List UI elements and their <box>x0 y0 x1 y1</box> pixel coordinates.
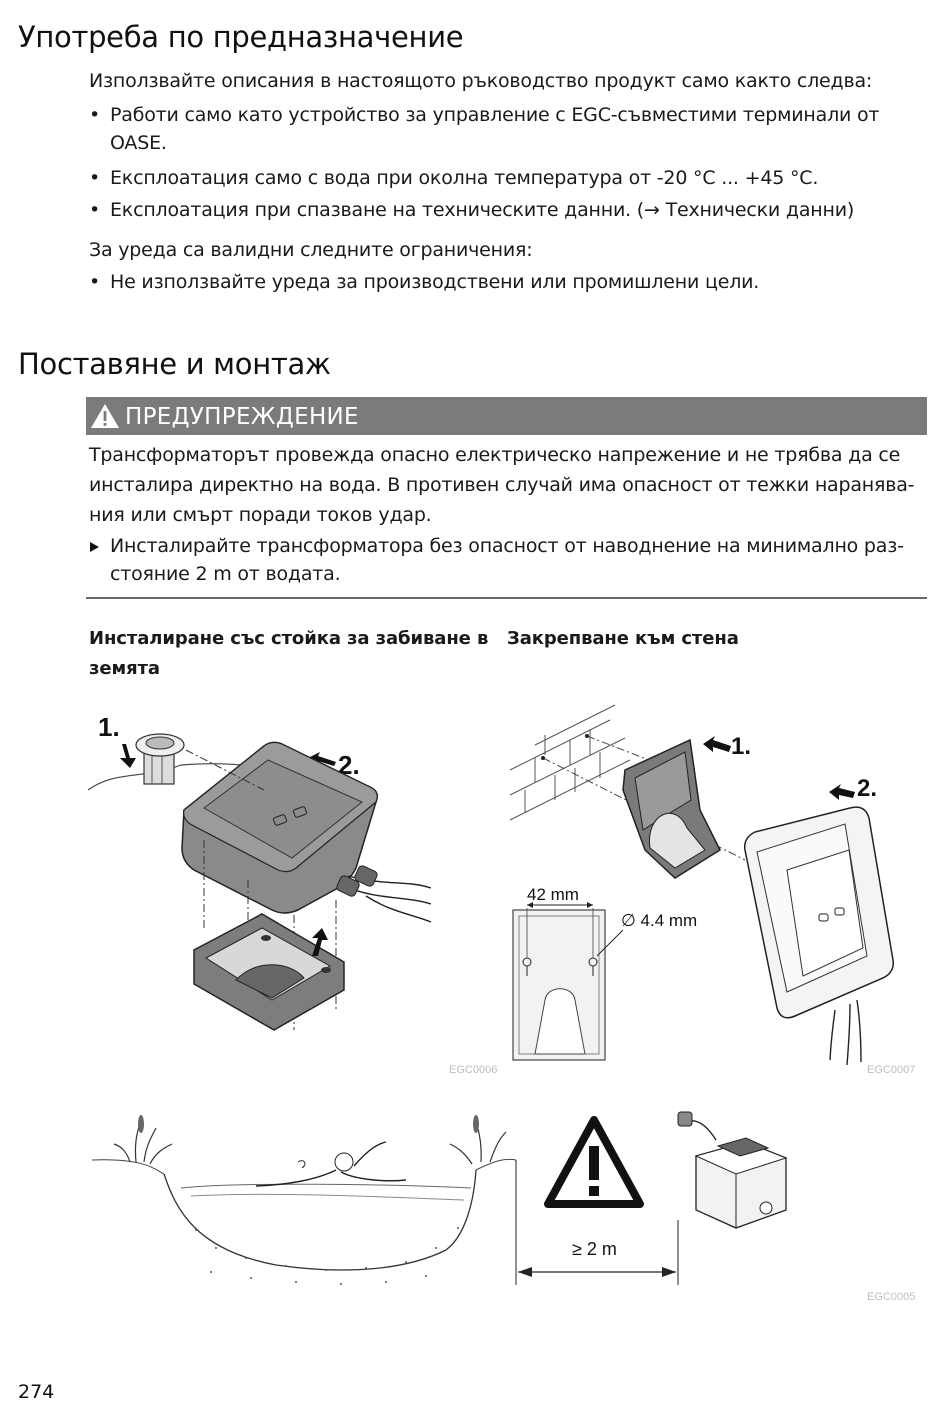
subheading-wall-mount: Закрепване към стена <box>507 628 739 649</box>
list-item: • Не използвайте уреда за производствени или промишлени цели. <box>89 268 919 296</box>
warning-text-line: Трансформаторът провежда опасно електрическо напрежение и не трябва да се <box>89 444 901 466</box>
ground-stake-illustration <box>86 700 516 1080</box>
warning-text-line: инсталира директно на вода. В противен случай има опасност от тежки наранява- <box>89 474 915 496</box>
figure-code: EGC0007 <box>867 1064 916 1076</box>
warning-text-line: ния или смърт поради токов удар. <box>89 504 432 526</box>
arrow-left-icon <box>829 784 855 800</box>
list-item: • Експлоатация при спазване на техническите данни. (→ Технически данни) <box>89 196 919 224</box>
warning-label: ПРЕДУПРЕЖДЕНИЕ <box>125 404 359 430</box>
action-item: Инсталирайте трансформатора без опасност от наводнение на минимално раз- стояние 2 m от водата. <box>89 532 919 588</box>
bullet-icon: • <box>89 167 101 189</box>
step-label: 1. <box>731 733 752 760</box>
arrow-left-icon <box>703 736 731 752</box>
section-title-installation: Поставяне и монтаж <box>18 347 331 381</box>
section-title-intended-use: Употреба по предназначение <box>18 20 464 54</box>
bullet-icon: • <box>89 199 101 221</box>
warning-bar <box>86 397 927 435</box>
section-divider <box>86 597 927 599</box>
arrow-down-icon <box>120 744 136 768</box>
list-item: • Експлоатация само с вода при околна температура от -20 °C ... +45 °C. <box>89 164 919 192</box>
dimension-hole: ∅ 4.4 mm <box>621 911 698 930</box>
list-item: • Работи само като устройство за управление с EGC-съвместими терминали от OASE. <box>89 101 919 157</box>
restrictions-intro: За уреда са валидни следните ограничения: <box>89 239 533 261</box>
page-number: 274 <box>18 1381 55 1403</box>
bullet-icon: • <box>89 271 101 293</box>
bullet-icon: • <box>89 104 101 126</box>
warning-triangle-icon <box>548 1120 640 1204</box>
step-label: 2. <box>338 750 360 780</box>
transformer-icon <box>678 1112 786 1228</box>
dimension-width: 42 mm <box>527 885 579 904</box>
pond-distance-illustration <box>86 1100 806 1290</box>
play-arrow-icon <box>89 541 100 553</box>
distance-label: ≥ 2 m <box>572 1239 617 1259</box>
intro-paragraph: Използвайте описания в настоящото ръководство продукт само както следва: <box>89 70 873 92</box>
figure-code: EGC0005 <box>867 1291 916 1303</box>
step-label: 1. <box>98 712 120 742</box>
warning-icon <box>90 403 120 429</box>
step-label: 2. <box>857 775 878 802</box>
figure-code: EGC0006 <box>449 1064 498 1076</box>
wall-mount-illustration <box>505 700 925 1070</box>
subheading-ground-stake: Инсталиране със стойка за забиване в земята <box>89 628 489 679</box>
